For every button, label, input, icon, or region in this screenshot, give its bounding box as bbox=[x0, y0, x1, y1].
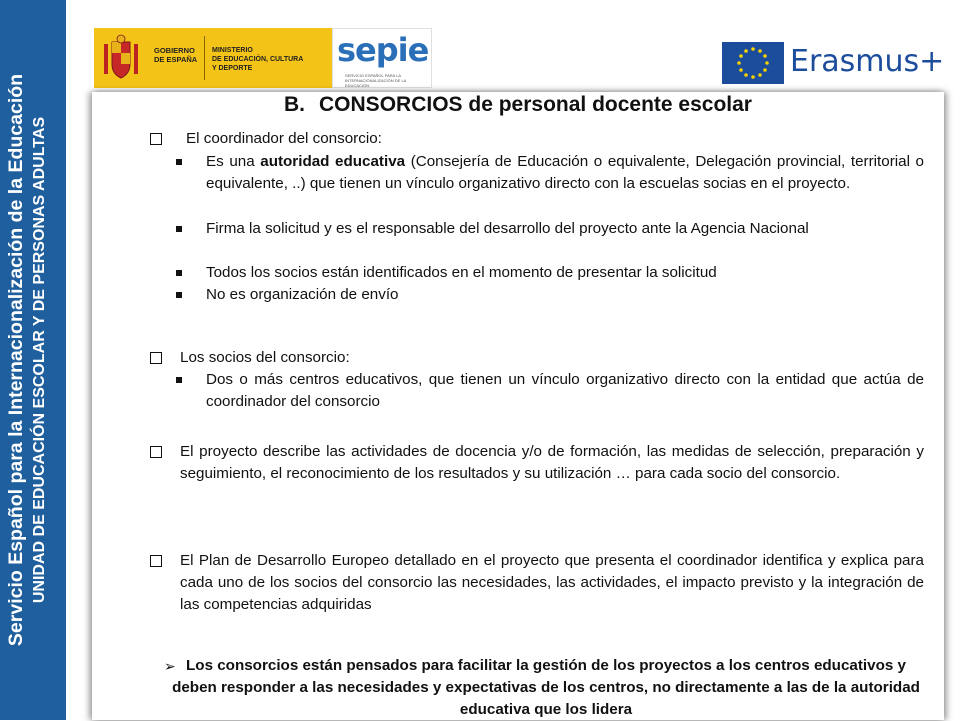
conclusion-text: Los consorcios están pensados para facilitar la gestión de los proyectos a los centros educativos y deben responder a las necesidades y expectativas de los centros, no directamente a las de la autoridad educativa que los lidera bbox=[172, 657, 920, 718]
government-logo bbox=[94, 28, 332, 88]
sidebar-subtitle: UNIDAD DE EDUCACIÓN ESCOLAR Y DE PERSONAS ADULTAS bbox=[31, 116, 48, 604]
project-description: El proyecto describe las actividades de docencia y/o de formación, las medidas de selección, preparación y seguimiento, el reconocimiento de los resultados y su utilización … para cada socio del consorcio. bbox=[180, 443, 924, 482]
partners-bullet-1: Dos o más centros educativos, que tienen un vínculo organizativo directo con la entidad que actúa de coordinador del consorcio bbox=[206, 371, 924, 410]
erasmus-logo bbox=[722, 42, 945, 86]
checkbox-bullet-icon bbox=[150, 133, 162, 145]
sidebar-title: Servicio Español para la Internacionalización de la Educación bbox=[5, 73, 27, 647]
arrow-bullet-icon: ➢ bbox=[164, 658, 176, 674]
sepie-subtitle: SERVICIO ESPAÑOL PARA LA INTERNACIONALIZACIÓN DE LA EDUCACIÓN bbox=[345, 73, 407, 88]
square-bullet-icon bbox=[176, 292, 182, 298]
coordinator-bullet-4: No es organización de envío bbox=[206, 286, 399, 303]
government-label: GOBIERNO DE ESPAÑA bbox=[154, 46, 198, 64]
title-text: CONSORCIOS de personal docente escolar bbox=[319, 93, 752, 116]
logo-divider bbox=[204, 36, 205, 80]
erasmus-wordmark: Erasmus+ bbox=[790, 44, 945, 79]
content-panel bbox=[92, 92, 944, 720]
checkbox-bullet-icon bbox=[150, 352, 162, 364]
checkbox-bullet-icon bbox=[150, 446, 162, 458]
partners-heading: Los socios del consorcio: bbox=[180, 349, 350, 366]
development-plan: El Plan de Desarrollo Europeo detallado en el proyecto que presenta el coordinador identifica y explica para cada uno de los socios del consorcio las necesidades, las actividades, el impacto previsto y la integración de las competencias adquiridas bbox=[180, 552, 924, 613]
square-bullet-icon bbox=[176, 159, 182, 165]
sidebar-banner bbox=[0, 0, 66, 720]
square-bullet-icon bbox=[176, 270, 182, 276]
coat-of-arms-icon bbox=[102, 34, 140, 82]
sidebar-text bbox=[3, 2, 63, 718]
checkbox-bullet-icon bbox=[150, 555, 162, 567]
coordinator-bullet-1: Es una autoridad educativa (Consejería de Educación o equivalente, Delegación provincial, territorial o equivalente, ..) que tienen un vínculo organizativo directo con la escuelas socias en el proyecto. bbox=[206, 153, 924, 192]
ministry-label: MINISTERIO DE EDUCACIÓN, CULTURA Y DEPORTE bbox=[212, 47, 304, 72]
coordinator-heading: El coordinador del consorcio: bbox=[186, 130, 382, 147]
sepie-logo bbox=[332, 28, 432, 88]
title-number: B. bbox=[284, 93, 306, 116]
coordinator-bullet-2: Firma la solicitud y es el responsable del desarrollo del proyecto ante la Agencia Nacional bbox=[206, 220, 809, 237]
square-bullet-icon bbox=[176, 377, 182, 383]
sepie-wordmark: sepie bbox=[337, 31, 429, 69]
slide-title bbox=[92, 92, 944, 118]
square-bullet-icon bbox=[176, 226, 182, 232]
eu-flag-icon bbox=[722, 42, 784, 84]
coordinator-bullet-3: Todos los socios están identificados en el momento de presentar la solicitud bbox=[206, 264, 717, 281]
